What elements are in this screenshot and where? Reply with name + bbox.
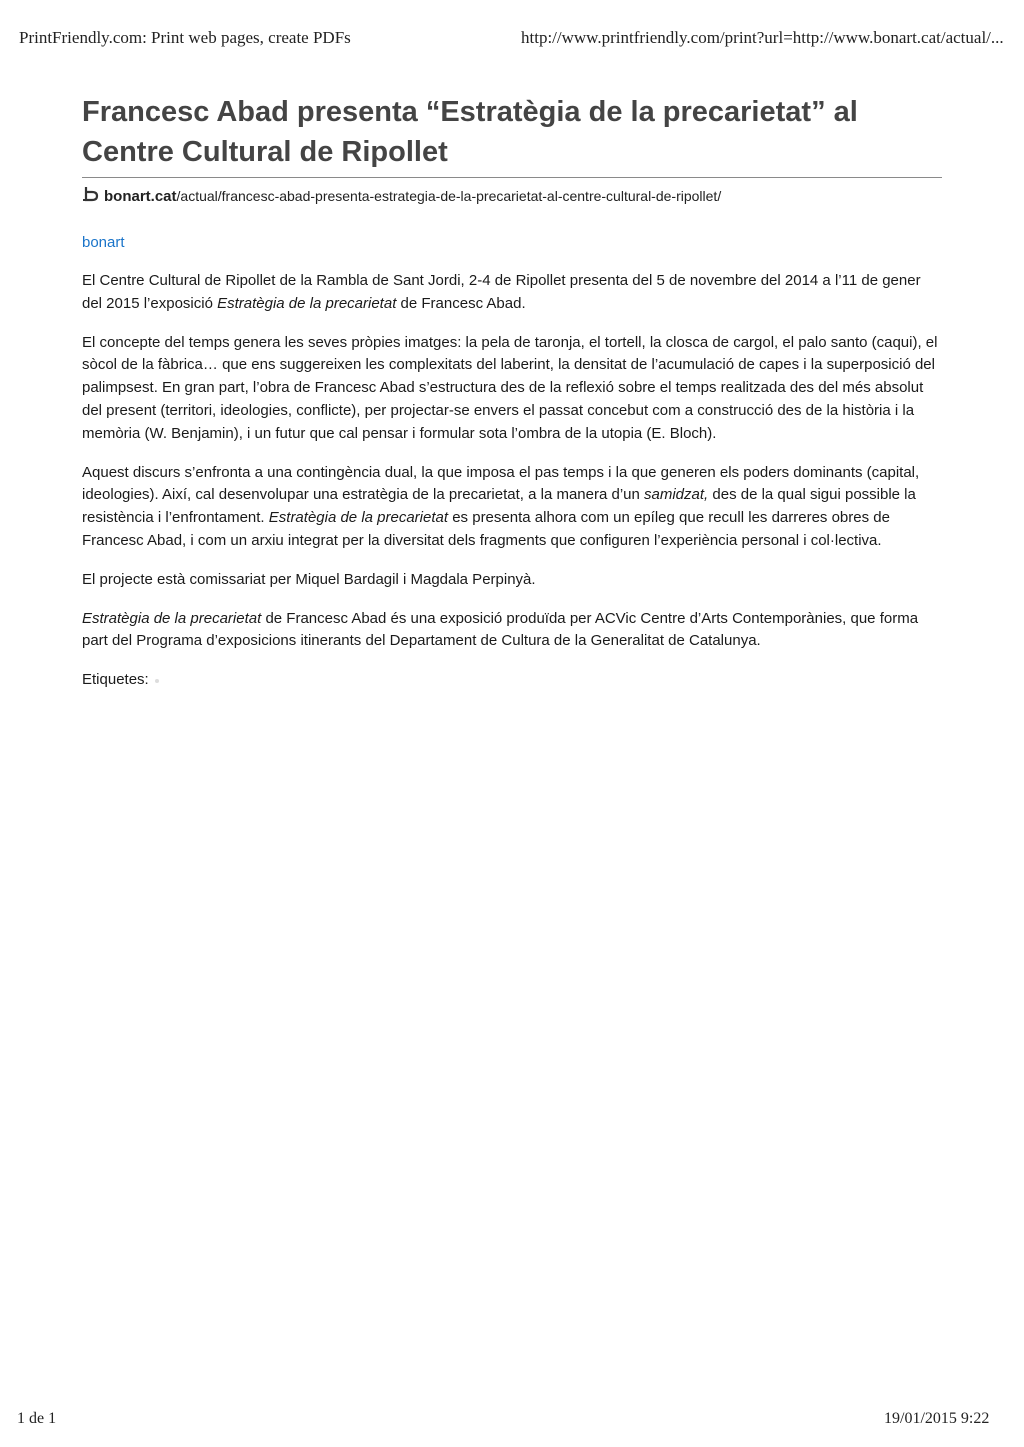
tag-placeholder-icon <box>155 679 159 683</box>
title-divider <box>82 177 942 178</box>
source-path[interactable]: /actual/francesc-abad-presenta-estrategia-de-la-precarietat-al-centre-cultural-de-ripollet/ <box>176 188 722 204</box>
source-link[interactable] <box>82 185 942 207</box>
bonart-logo-icon <box>82 185 100 209</box>
paragraph-4: El projecte està comissariat per Miquel Bardagil i Magdala Perpinyà. <box>82 570 536 588</box>
tags-label: Etiquetes: <box>82 671 149 689</box>
tags-row <box>82 669 944 692</box>
paragraph-2: El concepte del temps genera les seves pròpies imatges: la pela de taronja, el tortell, la closca de cargol, el palo santo (caqui), el sòcol de la fàbrica… que ens suggereixen les complexitats del laberint, la densitat de l’acumulació de capes i la superposició del palimpsest. En gran part, l’obra de Francesc Abad s’estructura des de la reflexió sobre el temps realitzada des del més absolut del present (territori, ideologies, conflicte), per projectar-se envers el passat concebut com a construcció des de la història i la memòria (W. Benjamin), i un futur que cal pensar i formular sota l’ombra de la utopia (E. Bloch). <box>82 333 938 442</box>
author-byline[interactable]: bonart <box>82 234 125 251</box>
article-body <box>82 270 944 692</box>
exhibition-title: Estratègia de la precarietat <box>268 509 449 527</box>
exhibition-title: Estratègia de la precarietat <box>82 609 262 627</box>
print-header-url[interactable]: http://www.printfriendly.com/print?url=http://www.bonart.cat/actual/... <box>521 28 1004 47</box>
article-title: Francesc Abad presenta “Estratègia de la precarietat” al Centre Cultural de Ripollet <box>82 96 858 168</box>
print-datetime: 19/01/2015 9:22 <box>884 1410 990 1427</box>
print-header <box>0 28 1024 52</box>
page-counter: 1 de 1 <box>17 1410 57 1427</box>
paragraph-3: Aquest discurs s’enfronta a una contingència dual, la que imposa el pas temps i la que generen els poders dominants (capital, ideologies). Així, cal desenvolupar una estratègia de la precarietat, a la manera d’un samidzat, des de la qual sigui possible la resistència i l’enfrontament. Estratègia de la precarietat es presenta alhora com un epíleg que recull les darreres obres de Francesc Abad, i com un arxiu integrat per la diversitat dels fragments que configuren l’experiència personal i col·lectiva. <box>82 463 920 549</box>
paragraph-5: Estratègia de la precarietat de Francesc Abad és una exposició produïda per ACVic Centre d’Arts Contemporànies, que forma part del Programa d’exposicions itinerants del Departament de Cultura de la Generalitat de Catalunya. <box>82 609 919 650</box>
exhibition-title: Estratègia de la precarietat <box>217 294 397 312</box>
print-footer <box>0 1410 1024 1434</box>
paragraph-1: El Centre Cultural de Ripollet de la Rambla de Sant Jordi, 2-4 de Ripollet presenta del 5 de novembre del 2014 a l’11 de gener del 2015 l’exposició Estratègia de la precarietat de Francesc Abad. <box>82 272 921 312</box>
source-domain[interactable]: bonart.cat <box>104 188 177 205</box>
print-header-site: PrintFriendly.com: Print web pages, create PDFs <box>19 28 351 47</box>
